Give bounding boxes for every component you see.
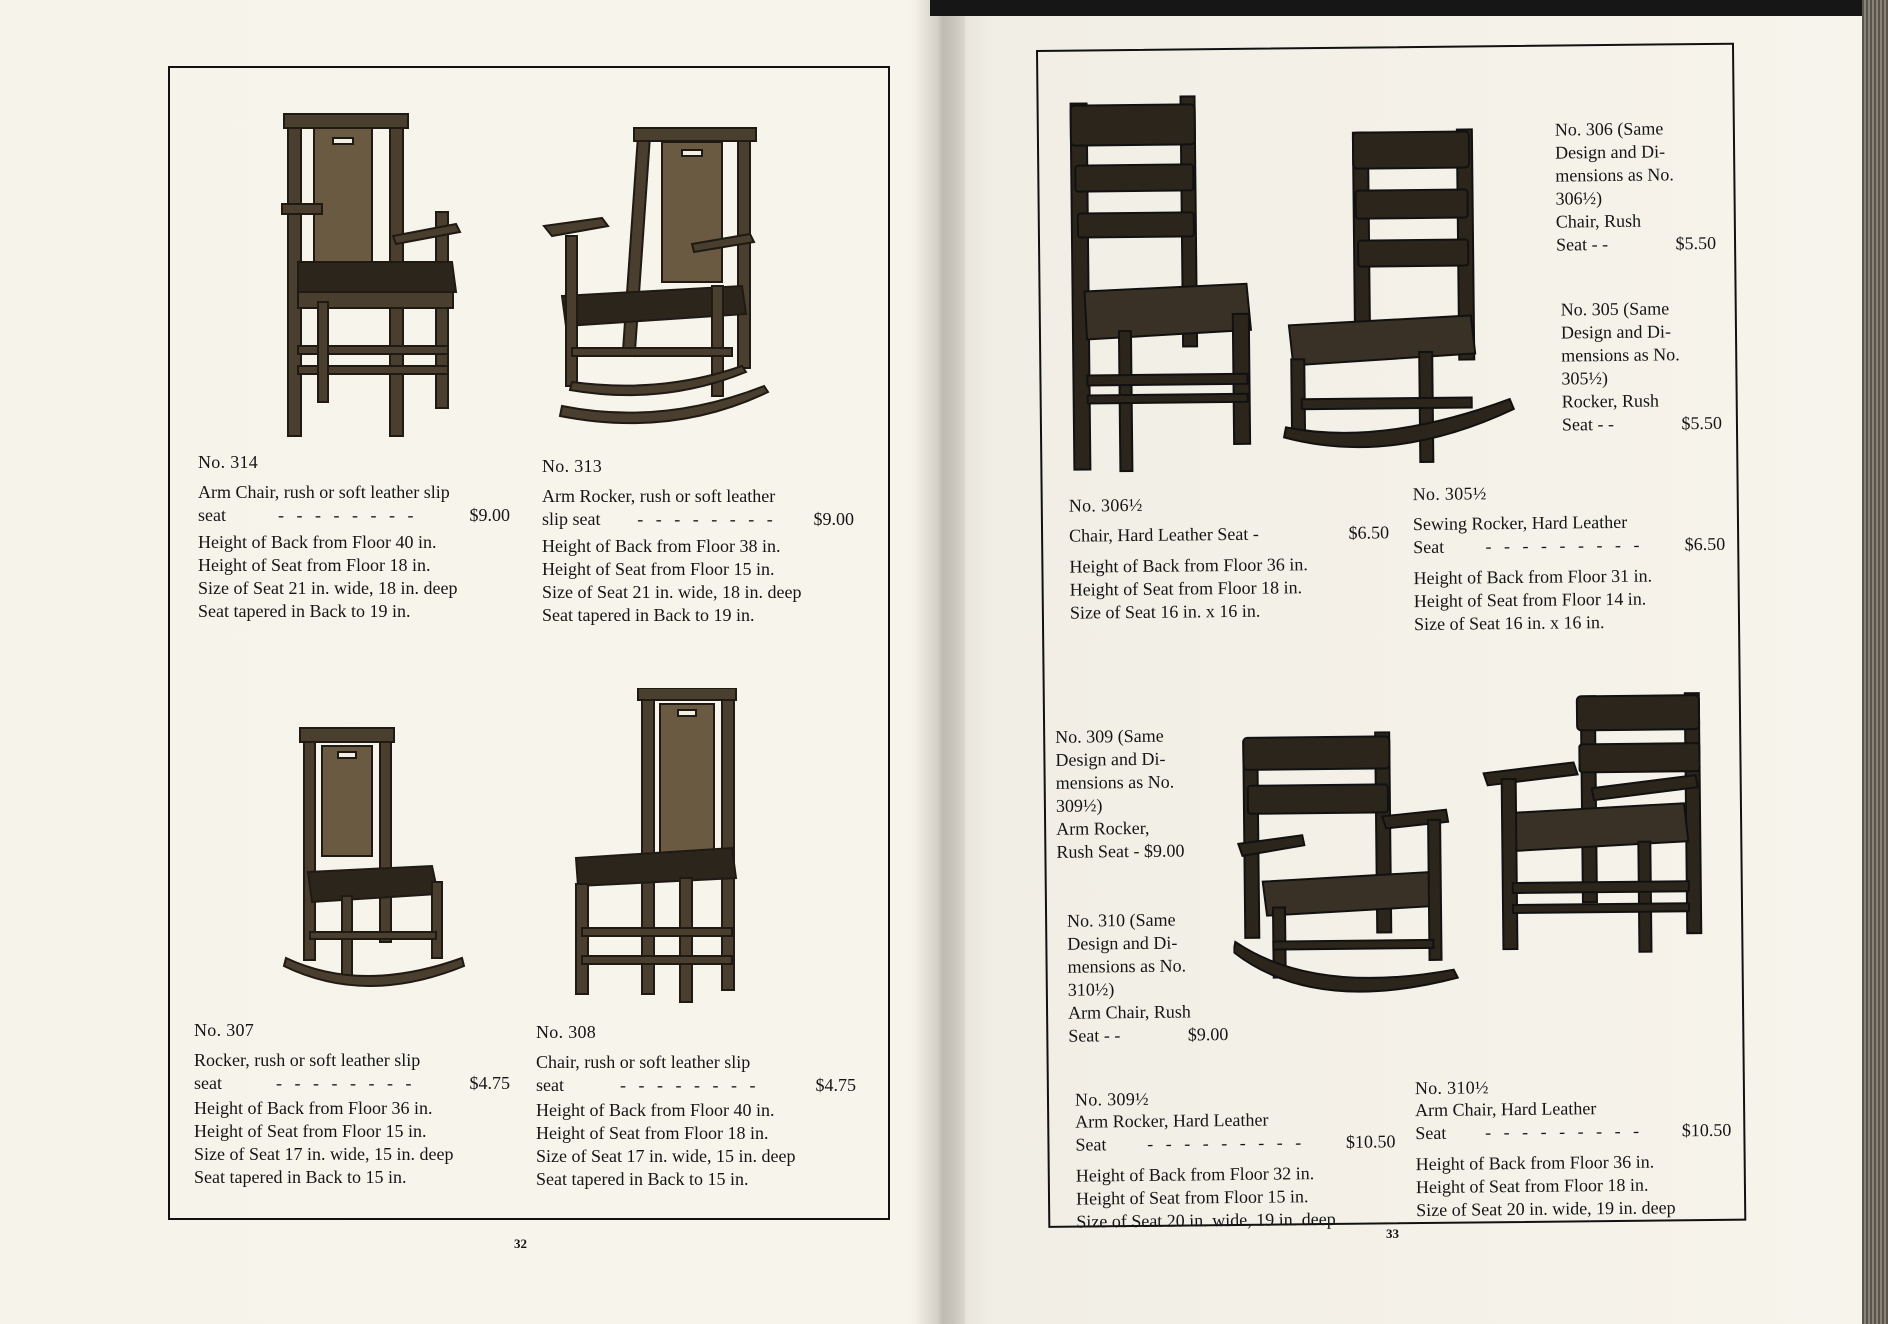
price-line	[1069, 521, 1389, 547]
arm-chair-314-photo	[278, 112, 488, 442]
spec-line: Seat tapered in Back to 19 in.	[198, 601, 411, 621]
item-308	[536, 1022, 856, 1191]
description: Sewing Rocker, Hard Leather	[1412, 511, 1628, 535]
note-line: Rush Seat - $9.00	[1056, 840, 1185, 862]
note-line: 306½)	[1555, 188, 1603, 209]
model-number: No. 306½	[1068, 494, 1143, 516]
spec-line: Seat tapered in Back to 15 in.	[194, 1167, 407, 1187]
seat-label: Seat	[1415, 1122, 1447, 1144]
spec-line: Seat tapered in Back to 19 in.	[542, 605, 755, 625]
description: Chair, Hard Leather Seat -	[1068, 523, 1259, 546]
chair-306-half-photo	[1054, 94, 1268, 476]
description: Arm Rocker, Hard Leather	[1075, 1109, 1269, 1132]
spec-line: Height of Back from Floor 32 in.	[1075, 1163, 1315, 1186]
spec-line: Seat tapered in Back to 15 in.	[536, 1169, 749, 1189]
price: $5.50	[1675, 232, 1717, 254]
note-line: No. 310 (Same	[1067, 909, 1176, 931]
spec-line: Height of Back from Floor 40 in.	[198, 532, 437, 552]
price-line	[1556, 232, 1716, 257]
seat-label: Seat - -	[1555, 234, 1609, 255]
left-page-frame	[168, 66, 890, 1220]
price: $10.50	[1345, 1131, 1396, 1152]
note-line: mensions as No.	[1561, 344, 1680, 366]
price: $9.00	[1187, 1024, 1229, 1045]
note-line: Design and Di-	[1067, 932, 1178, 954]
seat-label: seat	[194, 1073, 222, 1093]
chair-308-photo	[572, 688, 762, 1008]
note-line: Rocker, Rush	[1561, 390, 1660, 412]
page-stack-edge	[1862, 0, 1888, 1324]
price-line	[194, 1072, 510, 1095]
rocker-307-photo	[282, 726, 468, 1000]
leader-dashes: - - - - - - - -	[637, 509, 777, 529]
price: $5.50	[1681, 412, 1723, 434]
price-line	[1562, 412, 1722, 437]
leader-dashes: - - - - - - - -	[278, 505, 418, 525]
note-line: Design and Di-	[1055, 748, 1166, 770]
price-line	[1413, 533, 1725, 559]
spec-line: Size of Seat 20 in. wide, 19 in. deep	[1416, 1197, 1676, 1221]
note-line: 305½)	[1561, 368, 1609, 389]
note-line: Design and Di-	[1554, 141, 1666, 163]
model-number: No. 314	[198, 452, 259, 472]
spec-line: Height of Seat from Floor 15 in.	[542, 559, 775, 579]
note-line: 309½)	[1055, 795, 1103, 816]
seat-label: Seat - -	[1068, 1025, 1121, 1046]
note-line: No. 306 (Same	[1554, 118, 1664, 140]
spec-line: Height of Seat from Floor 15 in.	[194, 1121, 427, 1141]
spec-line: Height of Back from Floor 36 in.	[1069, 554, 1308, 577]
note-306	[1555, 117, 1716, 257]
model-number: No. 313	[542, 456, 603, 476]
leader-dashes: - - - - - - - - -	[1485, 534, 1644, 557]
price: $9.00	[813, 509, 854, 529]
spec-line: Height of Seat from Floor 14 in.	[1413, 588, 1647, 612]
sewing-rocker-305-half-photo	[1279, 127, 1519, 473]
right-page-frame	[1036, 43, 1746, 1232]
seat-label: Seat - -	[1561, 413, 1615, 435]
model-number: No. 305½	[1412, 483, 1487, 505]
note-line: No. 309 (Same	[1055, 725, 1164, 747]
price: $6.50	[1348, 522, 1390, 543]
note-305	[1561, 297, 1722, 437]
price-line	[198, 504, 510, 527]
note-line: Chair, Rush	[1555, 210, 1642, 232]
price: $4.75	[815, 1075, 856, 1095]
spec-line: Size of Seat 20 in. wide, 19 in. deep	[1076, 1208, 1336, 1232]
price-line	[1415, 1119, 1731, 1145]
price: $4.75	[469, 1073, 510, 1093]
spec-line: Size of Seat 17 in. wide, 15 in. deep	[194, 1144, 454, 1164]
description: Chair, rush or soft leather slip	[536, 1052, 751, 1072]
arm-chair-310-half-photo	[1477, 691, 1716, 969]
item-305-half	[1413, 481, 1727, 636]
spec-line: Size of Seat 21 in. wide, 18 in. deep	[198, 578, 458, 598]
note-line: Design and Di-	[1560, 321, 1672, 343]
seat-label: seat	[536, 1075, 564, 1095]
price-line	[536, 1074, 856, 1097]
item-309-half	[1075, 1086, 1396, 1233]
price: $9.00	[469, 505, 510, 525]
arm-rocker-313-photo	[542, 126, 770, 448]
seat-label: Seat	[1413, 536, 1445, 558]
leader-dashes: - - - - - - - -	[620, 1075, 760, 1095]
item-310-half	[1415, 1075, 1732, 1222]
description: Arm Chair, rush or soft leather slip	[198, 482, 450, 502]
spec-line: Size of Seat 21 in. wide, 18 in. deep	[542, 582, 802, 602]
seat-label: seat	[198, 505, 226, 525]
spec-line: Height of Seat from Floor 15 in.	[1075, 1186, 1309, 1209]
page-number-right: 33	[1386, 1226, 1399, 1241]
note-line: 310½)	[1067, 979, 1115, 1000]
spec-line: Height of Back from Floor 40 in.	[536, 1100, 775, 1120]
arm-rocker-309-half-photo	[1231, 730, 1466, 1018]
page-number-left: 32	[514, 1236, 527, 1251]
description: Rocker, rush or soft leather slip	[194, 1050, 421, 1070]
description: Arm Rocker, rush or soft leather	[542, 486, 776, 506]
spec-line: Size of Seat 17 in. wide, 15 in. deep	[536, 1146, 796, 1166]
item-306-half	[1069, 492, 1390, 624]
price: $6.50	[1684, 533, 1726, 555]
item-313	[542, 456, 854, 627]
model-number: No. 308	[536, 1022, 597, 1042]
book-gutter	[915, 0, 965, 1324]
model-number: No. 310½	[1414, 1077, 1489, 1099]
note-line: mensions as No.	[1067, 955, 1187, 977]
spec-line: Size of Seat 16 in. x 16 in.	[1413, 612, 1605, 635]
spec-line: Height of Back from Floor 36 in.	[194, 1098, 433, 1118]
note-line: No. 305 (Same	[1560, 298, 1670, 320]
spec-line: Height of Seat from Floor 18 in.	[198, 555, 431, 575]
spec-line: Height of Seat from Floor 18 in.	[536, 1123, 769, 1143]
note-line: Arm Chair, Rush	[1067, 1001, 1191, 1023]
spec-line: Height of Back from Floor 38 in.	[542, 536, 781, 556]
item-307	[194, 1020, 510, 1189]
model-number: No. 309½	[1074, 1088, 1150, 1110]
description: Arm Chair, Hard Leather	[1415, 1098, 1597, 1121]
spec-line: Height of Seat from Floor 18 in.	[1415, 1174, 1649, 1198]
note-309	[1055, 724, 1226, 864]
spec-line: Size of Seat 16 in. x 16 in.	[1069, 600, 1261, 623]
note-310	[1067, 908, 1228, 1048]
spec-line: Height of Seat from Floor 18 in.	[1069, 577, 1303, 600]
note-line: Arm Rocker,	[1056, 817, 1150, 839]
model-number: No. 307	[194, 1020, 255, 1040]
seat-label: Seat	[1075, 1134, 1107, 1155]
leader-dashes: - - - - - - - -	[276, 1073, 416, 1093]
leader-dashes: - - - - - - - - -	[1485, 1120, 1644, 1143]
price-line	[542, 508, 854, 531]
price-line	[1068, 1023, 1228, 1048]
item-314	[198, 452, 510, 623]
leader-dashes: - - - - - - - - -	[1147, 1132, 1306, 1154]
cover-edge	[930, 0, 1888, 16]
note-line: mensions as No.	[1555, 164, 1674, 186]
seat-label: slip seat	[542, 509, 601, 529]
price-line	[1075, 1130, 1395, 1156]
price: $10.50	[1681, 1119, 1732, 1141]
spec-line: Height of Back from Floor 31 in.	[1413, 565, 1653, 589]
note-line: mensions as No.	[1055, 771, 1175, 793]
spec-line: Height of Back from Floor 36 in.	[1415, 1151, 1655, 1175]
